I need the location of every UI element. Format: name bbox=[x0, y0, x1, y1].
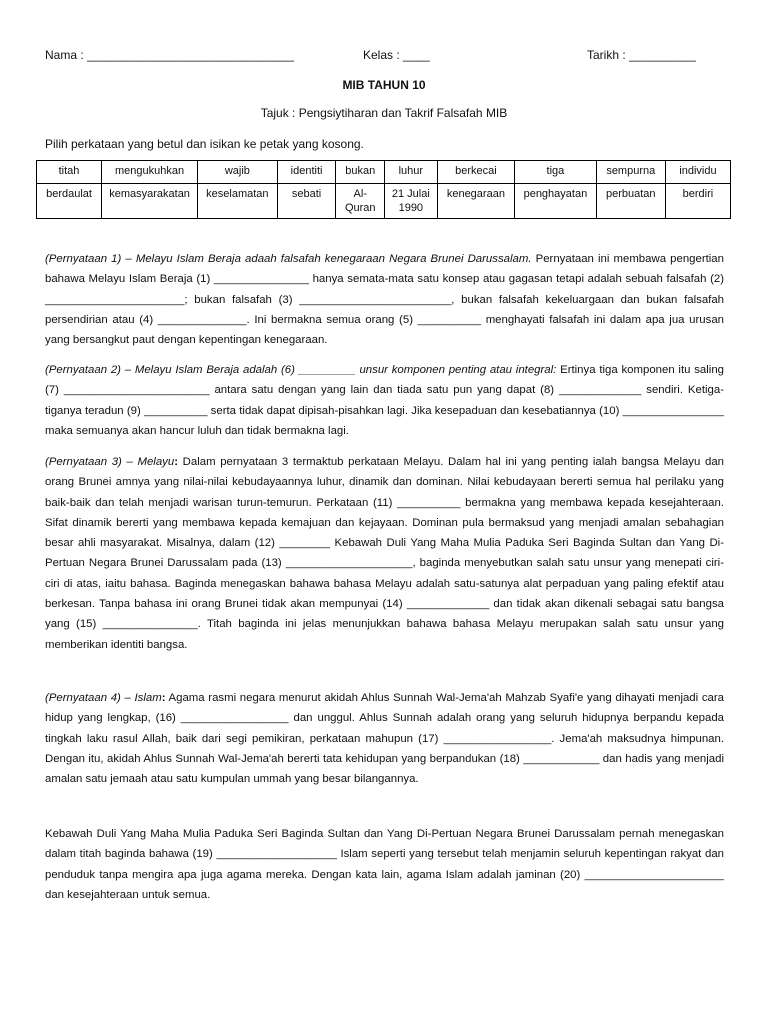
closing-paragraph: Kebawah Duli Yang Maha Mulia Paduka Seri Baginda Sultan dan Yang Di-Pertuan Negara Brunei Darussalam pernah menegaskan dalam titah baginda bahawa (19) ___________________ Islam seperti yang tersebut telah menjamin seluruh kepentingan rakyat dan penduduk tanpa mengira apa juga agama mereka. Dengan kata lain, agama Islam adalah jaminan (20) ______________________ dan kesejahteraan untuk semua. bbox=[45, 828, 724, 901]
date-field: Tarikh : __________ bbox=[587, 48, 696, 62]
word-bank-row bbox=[37, 184, 731, 219]
word-bank-table bbox=[36, 160, 731, 219]
word-cell: keselamatan bbox=[198, 184, 278, 219]
word-cell: sebati bbox=[277, 184, 336, 219]
statement-2-paragraph bbox=[45, 360, 724, 441]
statement-4-paragraph bbox=[45, 688, 724, 789]
word-cell: sempurna bbox=[596, 161, 665, 184]
statement-1-label: (Pernyataan 1) – Melayu Islam Beraja adaah falsafah kenegaraan Negara Brunei Darussalam. bbox=[45, 253, 532, 265]
statement-1-paragraph bbox=[45, 249, 724, 350]
statement-3-label: (Pernyataan 3) – Melayu bbox=[45, 456, 175, 468]
worksheet-title: MIB TAHUN 10 bbox=[342, 78, 426, 92]
word-cell: 21 Julai 1990 bbox=[385, 184, 438, 219]
word-cell: berdiri bbox=[665, 184, 730, 219]
word-cell: identiti bbox=[277, 161, 336, 184]
word-cell: berkecai bbox=[437, 161, 514, 184]
statement-2-text: Ertinya tiga komponen itu saling (7) _______________________ antara satu dengan yang lain dan tiada satu pun yang dapat (8) _____________ sendiri. Ketiga-tiganya teradun (9) __________ serta tidak dapat dipisah-pisahkan lagi. Jika kesepaduan dan kesebatiannya (10) ________________ maka semuanya akan hancur luluh dan tidak bermakna lagi. bbox=[45, 364, 724, 437]
name-field: Nama : _______________________________ bbox=[45, 48, 294, 62]
word-cell: berdaulat bbox=[37, 184, 102, 219]
instruction-text: Pilih perkataan yang betul dan isikan ke petak yang kosong. bbox=[45, 137, 364, 151]
word-cell: penghayatan bbox=[515, 184, 597, 219]
word-cell: Al-Quran bbox=[336, 184, 385, 219]
worksheet-subtitle: Tajuk : Pengsiytiharan dan Takrif Falsafah MIB bbox=[260, 106, 508, 120]
word-cell: kemasyarakatan bbox=[102, 184, 198, 219]
word-cell: wajib bbox=[198, 161, 278, 184]
statement-3-text: Dalam pernyataan 3 termaktub perkataan Melayu. Dalam hal ini yang penting ialah bangsa Melayu dan orang Brunei amnya yang nilai-nilai kebudayaannya luhur, dinamik dan dominan. Nilai kebudayaan bererti semua hal perilaku yang baik-baik dan telah menjadi warisan turun-temurun. Perkataan (11) __________ bermakna yang membawa kepada kesejahteraan. Sifat dinamik bererti yang membawa kepada kemajuan dan kejayaan. Dominan pula bermaksud yang menjadi amalan sebahagian besar ahli masyarakat. Misalnya, dalam (12) ________ Kebawah Duli Yang Maha Mulia Paduka Seri Baginda Sultan dan Yang Di-Pertuan Negara Brunei Darussalam pada (13) ____________________, baginda menyebutkan salah satu unsur yang menepati ciri-ciri di atas, iaitu bahasa. Baginda menegaskan bahawa bahasa Melayu adalah satu-satunya alat perpaduan yang paling efektif atau berkesan. Tanpa bahasa ini orang Brunei tidak akan mempunyai (14) _____________ dan tidak akan dikenali sebagai satu bangsa yang (15) _______________. Titah baginda ini jelas menunjukkan bahawa bahasa Melayu merupakan salah satu unsur yang memberikan identiti bangsa. bbox=[45, 456, 724, 651]
word-cell: bukan bbox=[336, 161, 385, 184]
statement-2-label: (Pernyataan 2) – Melayu Islam Beraja adalah (6) _________ unsur komponen penting atau integral: bbox=[45, 364, 557, 376]
word-cell: luhur bbox=[385, 161, 438, 184]
statement-4-colon: : bbox=[161, 692, 166, 704]
statement-3-colon: : bbox=[174, 456, 178, 468]
word-cell: titah bbox=[37, 161, 102, 184]
word-bank-row bbox=[37, 161, 731, 184]
statement-1-text: Pernyataan ini membawa pengertian bahawa Melayu Islam Beraja (1) _______________ hanya semata-mata satu konsep atau gagasan tetapi adalah sebuah falsafah (2) ______________________; bukan falsafah (3) ________________________, bukan falsafah kekeluargaan dan bukan falsafah persendirian atau (4) ______________. Ini bermakna semua orang (5) __________ menghayati falsafah ini dalam apa jua urusan yang bersangkut paut dengan kepentingan kenegaraan. bbox=[45, 253, 724, 347]
statement-4-label: (Pernyataan 4) – Islam bbox=[45, 692, 162, 704]
word-cell: kenegaraan bbox=[437, 184, 514, 219]
word-cell: perbuatan bbox=[596, 184, 665, 219]
word-cell: mengukuhkan bbox=[102, 161, 198, 184]
word-cell: tiga bbox=[515, 161, 597, 184]
student-info-header bbox=[45, 48, 724, 64]
statement-4-text: Agama rasmi negara menurut akidah Ahlus Sunnah Wal-Jema'ah Mahzab Syafi'e yang dihayati menjadi cara hidup yang lengkap, (16) _________________ dan unggul. Ahlus Sunnah adalah orang yang seluruh hidupnya berpandu kepada tingkah laku rasul Allah, baik dari segi pemikiran, perkataan mahupun (17) _________________. Jema'ah maksudnya himpunan. Dengan itu, akidah Ahlus Sunnah Wal-Jema'ah bererti tata kehidupan yang berpandukan (18) ____________ dan hadis yang menjadi amalan satu jemaah atau satu kumpulan ummah yang besar bilangannya. bbox=[45, 692, 724, 786]
word-cell: individu bbox=[665, 161, 730, 184]
statement-3-paragraph bbox=[45, 452, 724, 655]
class-field: Kelas : ____ bbox=[363, 48, 430, 62]
